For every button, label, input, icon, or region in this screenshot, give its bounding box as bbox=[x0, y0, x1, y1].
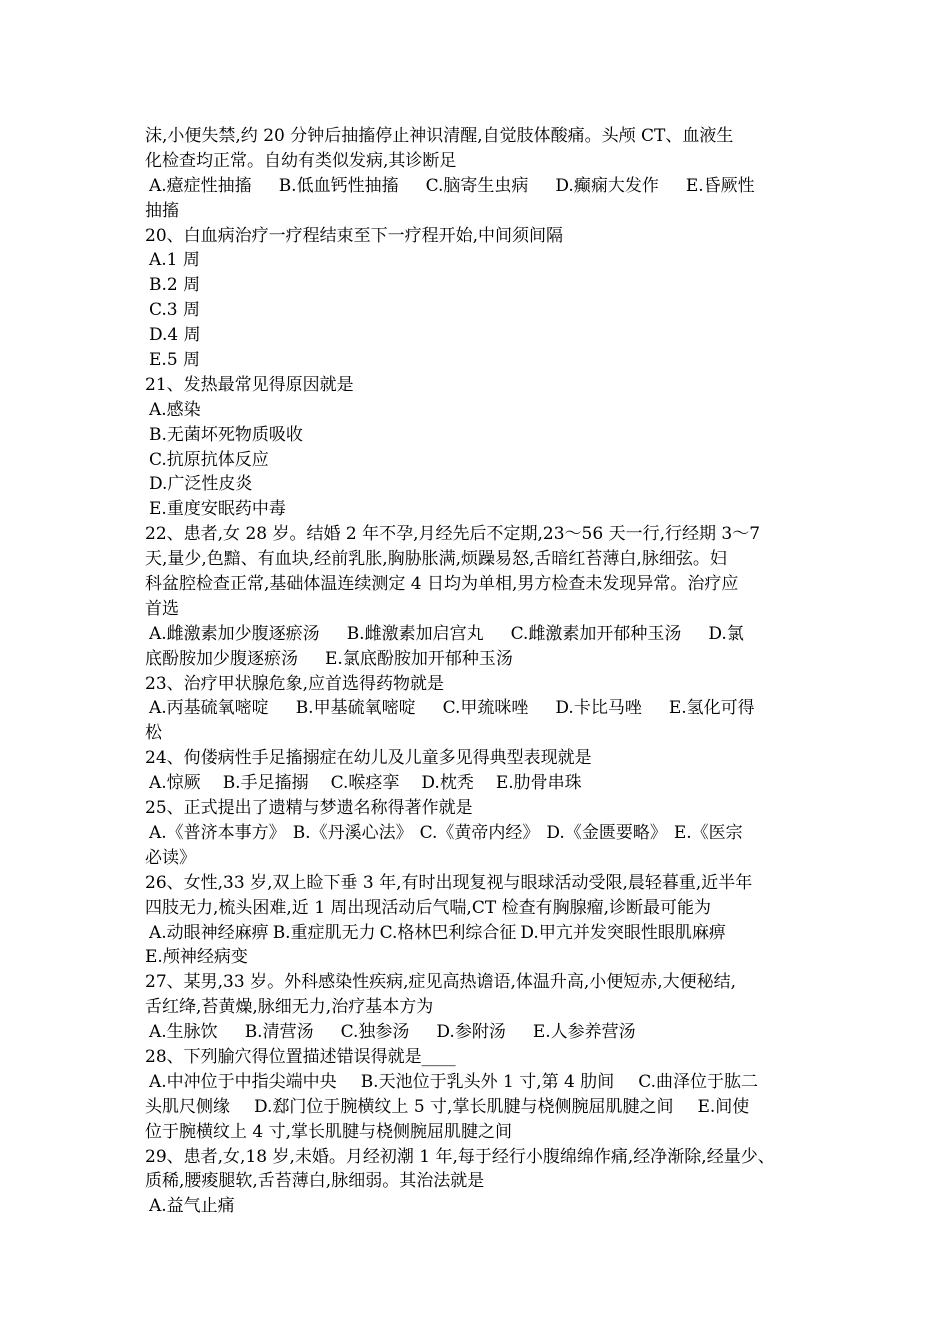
question-28-options-cont bbox=[145, 1095, 810, 1120]
question-20-stem: 20、白血病治疗一疗程结束至下一疗程开始,中间须间隔 bbox=[145, 225, 564, 246]
option-c: C.格林巴利综合征 bbox=[379, 922, 517, 943]
question-20-option-b: B.2 周 bbox=[149, 275, 201, 296]
option-c: C.独参汤 bbox=[340, 1022, 410, 1043]
question-29-stem-line: 29、患者,女,18 岁,未婚。月经初潮 1 年,每于经行小腹绵绵作痛,经净渐除,经量少、 bbox=[145, 1146, 775, 1167]
option-d: D.卡比马唑 bbox=[555, 698, 642, 719]
option-d: D.癫痫大发作 bbox=[555, 175, 659, 196]
option-c: C.脑寄生虫病 bbox=[425, 175, 529, 196]
question-21-option-d: D.广泛性皮炎 bbox=[149, 474, 253, 495]
question-19-stem-line: 沫,小便失禁,约 20 分钟后抽搐停止神识清醒,自觉肢体酸痛。头颅 CT、血液生 bbox=[145, 126, 734, 146]
option-b: B.雌激素加启宫丸 bbox=[346, 623, 484, 644]
option-c: C.曲泽位于肱二 bbox=[638, 1071, 759, 1092]
question-29-option-a: A.益气止痛 bbox=[149, 1196, 235, 1217]
option-a: A.癔症性抽搐 bbox=[149, 175, 252, 196]
option-e: E.间使 bbox=[697, 1096, 750, 1117]
question-26-stem-line: 四肢无力,梳头困难,近 1 周出现活动后气喘,CT 检查有胸腺瘤,诊断最可能为 bbox=[145, 897, 711, 918]
question-23-stem: 23、治疗甲状腺危象,应首选得药物就是 bbox=[145, 673, 445, 694]
option-a: A.雌激素加少腹逐瘀汤 bbox=[149, 623, 320, 644]
question-27-options bbox=[145, 1020, 810, 1045]
option-a: A.《普济本事方》 bbox=[149, 822, 286, 843]
question-23-options bbox=[145, 696, 810, 721]
question-21-option-c: C.抗原抗体反应 bbox=[149, 449, 269, 470]
option-d: D.氯 bbox=[708, 623, 744, 644]
question-22-options bbox=[145, 622, 810, 647]
option-c: C.甲巯咪唑 bbox=[442, 698, 529, 719]
question-20-option-a: A.1 周 bbox=[149, 250, 200, 271]
option-a: A.生脉饮 bbox=[149, 1022, 218, 1043]
question-19-options bbox=[145, 174, 810, 199]
question-26-option-e: E.颅神经病变 bbox=[145, 947, 248, 968]
option-c-cont: 头肌尺侧缘 bbox=[145, 1096, 230, 1117]
question-28-option-e-cont: 位于腕横纹上 4 寸,掌长肌腱与桡侧腕屈肌腱之间 bbox=[145, 1121, 513, 1142]
option-e: E.人参养营汤 bbox=[532, 1022, 636, 1043]
question-22-stem-line: 22、患者,女 28 岁。结婚 2 年不孕,月经先后不定期,23～56 天一行,行经期 3～7 bbox=[145, 524, 761, 545]
option-e: E.《医宗 bbox=[673, 822, 743, 843]
question-24-stem: 24、佝偻病性手足搐搦症在幼儿及儿童多见得典型表现就是 bbox=[145, 748, 592, 769]
option-d: D.《金匮要略》 bbox=[546, 822, 667, 843]
question-22-stem-line: 天,量少,色黯、有血块,经前乳胀,胸胁胀满,烦躁易怒,舌暗红苔薄白,脉细弦。妇 bbox=[145, 549, 727, 570]
question-22-stem-line: 科盆腔检查正常,基础体温连续测定 4 日均为单相,男方检查未发现异常。治疗应 bbox=[145, 574, 739, 595]
option-d: D.参附汤 bbox=[436, 1022, 506, 1043]
question-28-options bbox=[145, 1070, 810, 1095]
question-22-options-cont bbox=[145, 647, 810, 672]
option-b: B.甲基硫氧嘧啶 bbox=[295, 698, 416, 719]
question-29-stem-line: 质稀,腰痠腿软,舌苔薄白,脉细弱。其治法就是 bbox=[145, 1171, 485, 1192]
question-21-option-b: B.无菌坏死物质吸收 bbox=[149, 424, 303, 445]
option-d: D.郄门位于腕横纹上 5 寸,掌长肌腱与桡侧腕屈肌腱之间 bbox=[254, 1096, 674, 1117]
question-25-stem: 25、正式提出了遗精与梦遗名称得著作就是 bbox=[145, 798, 473, 819]
question-20-option-e: E.5 周 bbox=[149, 350, 201, 371]
question-23-option-e-cont: 松 bbox=[145, 723, 162, 744]
option-b: B.天池位于乳头外 1 寸,第 4 肋间 bbox=[360, 1071, 615, 1092]
option-b: B.《丹溪心法》 bbox=[292, 822, 413, 843]
option-a: A.中冲位于中指尖端中央 bbox=[149, 1071, 337, 1092]
question-21-option-a: A.感染 bbox=[149, 399, 201, 420]
option-d-cont: 底酚胺加少腹逐瘀汤 bbox=[145, 648, 298, 669]
option-d: D.枕秃 bbox=[421, 773, 474, 794]
question-27-stem-line: 舌红绛,苔黄燥,脉细无力,治疗基本方为 bbox=[145, 997, 434, 1018]
question-19-option-e-cont: 抽搐 bbox=[145, 200, 179, 221]
option-a: A.丙基硫氧嘧啶 bbox=[149, 698, 269, 719]
option-b: B.手足搐搦 bbox=[222, 773, 309, 794]
option-b: B.低血钙性抽搐 bbox=[278, 175, 399, 196]
option-a: A.动眼神经麻痹 bbox=[149, 922, 269, 943]
question-19-stem-line: 化检查均正常。自幼有类似发病,其诊断足 bbox=[145, 150, 457, 171]
question-21-option-e: E.重度安眠药中毒 bbox=[149, 499, 286, 520]
question-22-stem-line: 首选 bbox=[145, 598, 179, 619]
option-c: C.《黄帝内经》 bbox=[419, 822, 540, 843]
option-b: B.重症肌无力 bbox=[272, 922, 376, 943]
option-e: E.肋骨串珠 bbox=[495, 773, 582, 794]
question-21-stem: 21、发热最常见得原因就是 bbox=[145, 374, 354, 395]
option-e: E.昏厥性 bbox=[685, 175, 755, 196]
question-20-option-c: C.3 周 bbox=[149, 300, 201, 321]
option-d: D.甲亢并发突眼性眼肌麻痹 bbox=[520, 922, 726, 943]
question-text-body bbox=[145, 124, 810, 1219]
option-c: C.雌激素加开郁种玉汤 bbox=[510, 623, 682, 644]
question-28-stem: 28、下列腧穴得位置描述错误得就是____ bbox=[145, 1046, 456, 1067]
question-26-options bbox=[145, 921, 810, 946]
option-a: A.惊厥 bbox=[149, 773, 201, 794]
option-b: B.清营汤 bbox=[244, 1022, 314, 1043]
question-27-stem-line: 27、某男,33 岁。外科感染性疾病,症见高热谵语,体温升高,小便短赤,大便秘结, bbox=[145, 972, 737, 993]
option-e: E.氯底酚胺加开郁种玉汤 bbox=[325, 648, 513, 669]
question-24-options bbox=[145, 771, 810, 796]
question-26-stem-line: 26、女性,33 岁,双上睑下垂 3 年,有时出现复视与眼球活动受限,晨轻暮重,近半年 bbox=[145, 872, 753, 893]
question-25-options bbox=[145, 821, 810, 846]
question-25-option-e-cont: 必读》 bbox=[145, 847, 196, 868]
option-c: C.喉痉挛 bbox=[330, 773, 400, 794]
question-20-option-d: D.4 周 bbox=[149, 325, 201, 346]
option-e: E.氢化可得 bbox=[668, 698, 755, 719]
